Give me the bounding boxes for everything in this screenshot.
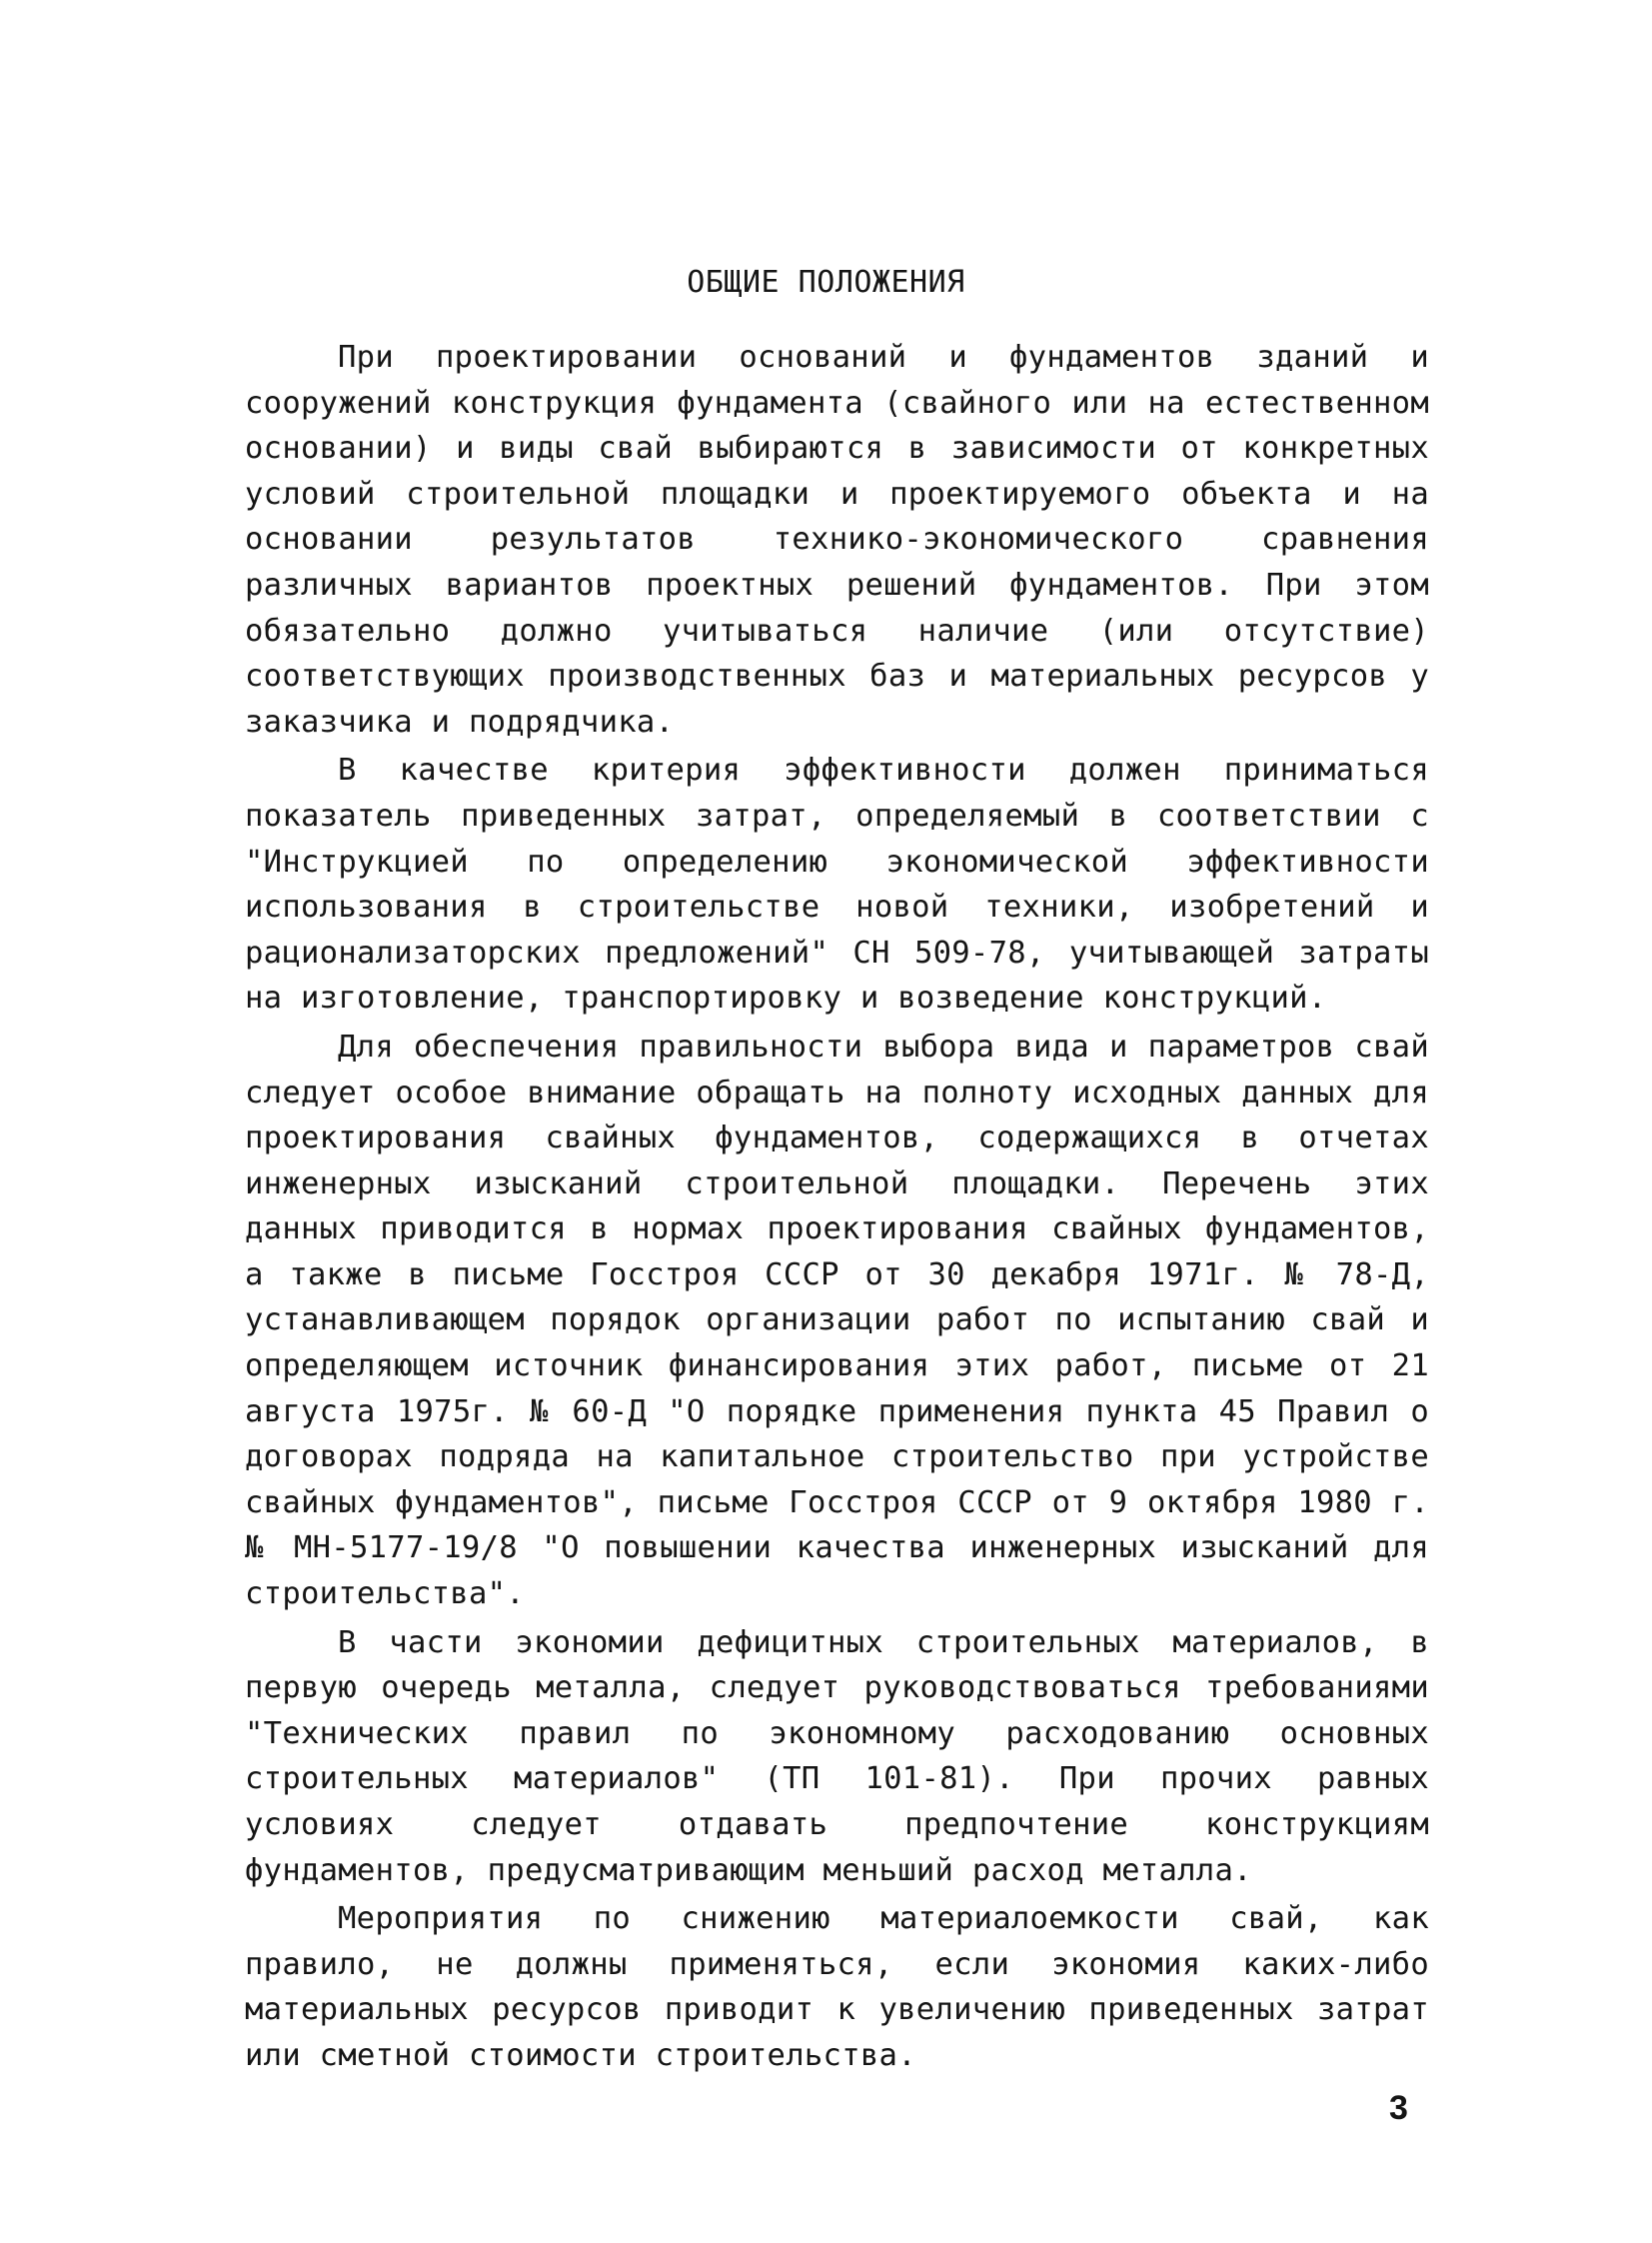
body-text [245,335,1429,2082]
paragraph-1: При проектировании оснований и фундаментов зданий и сооружений конструкция фундамента (свайного или на естественном основании) и виды свай выбираются в зависимости от конкретных условий строительной площадки и проектируемого объекта и на основании результатов технико-экономического сравнения различных вариантов проектных решений фундаментов. При этом обязательно должно учитываться наличие (или отсутствие) соответствующих производственных баз и материальных ресурсов у заказчика и подрядчика. [245,340,1429,740]
paragraph-3: Для обеспечения правильности выбора вида и параметров свай следует особое внимание обращать на полноту исходных данных для проектирования свайных фундаментов, содержащихся в отчетах инженерных изысканий строительной площадки. Перечень этих данных приводится в нормах проектирования свайных фундаментов, а также в письме Госстроя СССР от 30 декабря 1971г. № 78-Д, устанавливающем порядок организации работ по испытанию свай и определяющем источник финансирования этих работ, письме от 21 августа 1975г. № 60-Д "О порядке применения пункта 45 Правил о договорах подряда на капитальное строительство при устройстве свайных фундаментов", письме Госстроя СССР от 9 октября 1980 г. № МН-5177-19/8 "О повышении качества инженерных изысканий для строительства". [245,1029,1429,1612]
paragraph-4: В части экономии дефицитных строительных материалов, в первую очередь металла, следует руководствоваться требованиями "Технических правил по экономному расходованию основных строительных материалов" (ТП 101-81). При прочих равных условиях следует отдавать предпочтение конструкциям фундаментов, предусматривающим меньший расход металла. [245,1624,1429,1888]
paragraph-2: В качестве критерия эффективности должен приниматься показатель приведенных затрат, определяемый в соответствии с "Инструкцией по определению экономической эффективности использования в строительстве новой техники, изобретений и рационализаторских предложений" СН 509-78, учитывающей затраты на изготовление, транспортировку и возведение конструкций. [245,753,1429,1017]
page-number: 3 [1389,2089,1408,2127]
section-heading: ОБЩИЕ ПОЛОЖЕНИЯ [687,265,965,300]
paragraph-5: Мероприятия по снижению материалоемкости свай, как правило, не должны применяться, если экономия каких-либо материальных ресурсов приводит к увеличению приведенных затрат или сметной стоимости строительства. [245,1901,1429,2073]
